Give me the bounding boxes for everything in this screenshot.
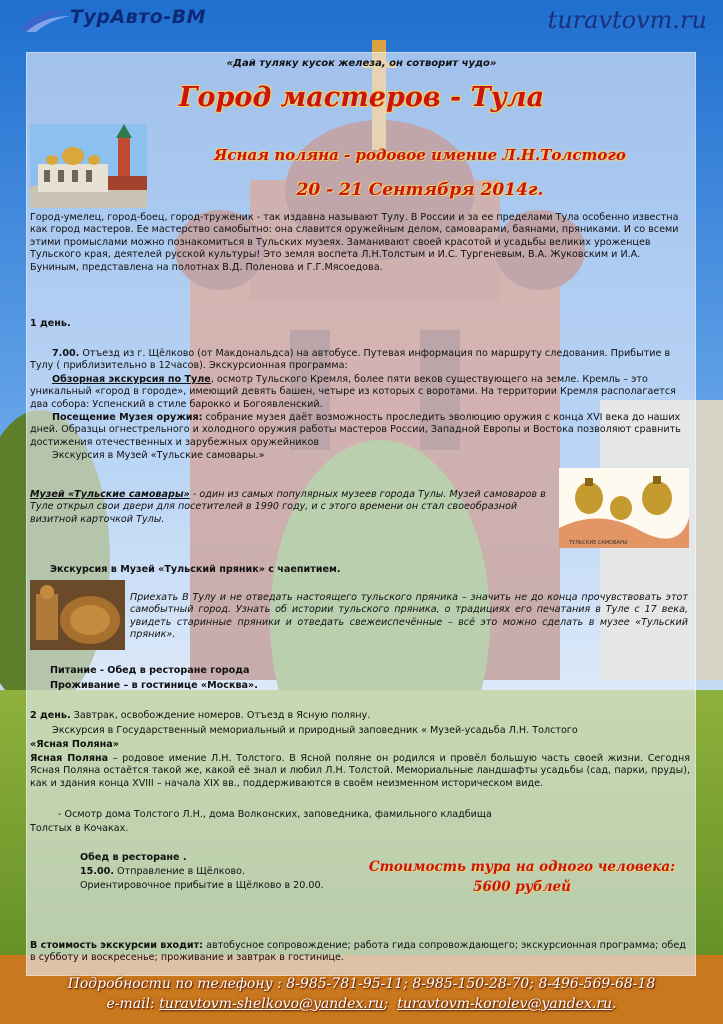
samovar-caption: ТУЛЬСКИЕ САМОВАРЫ [569, 540, 628, 546]
day1-heading: 1 день. [30, 318, 71, 329]
contact-phones: Подробности по телефону : 8-985-781-95-11; 8-985-150-28-70; 8-496-569-68-18 [67, 976, 656, 992]
includes-paragraph: В стоимость экскурсии входит: автобусное сопровождение; работа гида сопровождающего; экскурсионная программа; обед в субботу и воскресенье; проживание и завтрак в гостинице. [30, 940, 686, 964]
day2-return-time: 15.00. [80, 866, 114, 877]
weapons-museum-label: Посещение Музея оружия: [52, 412, 203, 423]
day1-departure: 7.00. Отъезд из г. Щёлково (от Макдональдса) на автобусе. Путевая информация по маршруту следования. Прибытие в Тулу ( приблизительно в 12часов). Экскурсионная программа: [30, 348, 671, 372]
day2-excursion: Экскурсия в Государственный мемориальный и природный заповедник « Музей-усадьба Л.Н. Толстого [52, 725, 578, 736]
samovar-museum-label: Музей «Тульские самовары» [30, 489, 190, 500]
page-title: Город мастеров - Тула [178, 82, 545, 113]
email-korolev-link[interactable]: turavtovm-korolev@yandex.ru [397, 996, 613, 1012]
day1-tour: Обзорная экскурсия по Туле, осмотр Тульского Кремля, более пяти веков существующего на земле. Кремль – это уникальный «город в городе», имеющий девять башен, четыре из которых с воротами. На территории Кремля располагается два собора: Успенский в стиле барокко и Богоявленский. [30, 374, 676, 410]
intro-paragraph: Город-умелец, город-боец, город-труженик - так издавна называют Тулу. В России и за ее пределами Тула особенно известна как город мастеров. Ее мастерство самобытно: она славится оружейным делом, самоварами, баянами, пряниками. И со всеми этими промыслами можно познакомиться в Тульских музеях. Заманивают своей красотой и усадьбы великих уроженцев Тульского края, деятелей русской культуры! Это земля воспета Л.Н.Толстым и И.С. Тургеневым, В.А. Жуковским и И.А. Буниным, представлена на полотнах В.Д. Поленова и Г.Г.Мясоедова. [30, 212, 679, 273]
kremlin-photo [30, 124, 147, 208]
yasnaya-polyana-title: «Ясная Поляна» [30, 739, 119, 750]
epigraph-quote: «Дай туляку кусок железа, он сотворит чудо» [226, 58, 497, 69]
yasnaya-polyana-description: Ясная Поляна – родовое имение Л.Н. Толстого. В Ясной поляне он родился и провёл большую часть своей жизни. Сегодня Ясная Поляна остаётся такой же, какой её знал и любил Л.Н. Толстой. Мемориальные ландшафты усадьбы (сад, парки, пруды), как и здания конца XVIII – начала XIX вв., поддерживаются в своём неизменном историческом виде. [30, 753, 690, 789]
day2-lunch: Обед в ресторане . [80, 852, 187, 863]
price-label: Стоимость тура на одного человека: [368, 859, 676, 875]
day2-inspection-1: - Осмотр дома Толстого Л.Н., дома Волконских, заповедника, фамильного кладбища [58, 809, 492, 820]
gingerbread-photo [30, 580, 125, 650]
day2-heading: 2 день. [30, 710, 71, 721]
email-shelkovo-link[interactable]: turavtovm-shelkovo@yandex.ru [159, 996, 384, 1012]
tour-dates: 20 - 21 Сентября 2014г. [296, 180, 544, 200]
price-block [352, 857, 692, 897]
day2-arrival: Ориентировочное прибытие в Щёлково в 20.00. [80, 880, 324, 891]
day1-weapons: Посещение Музея оружия: собрание музея даёт возможность проследить эволюцию оружия с конца XVI века до наших дней. Образцы огнестрельного и холодного оружия работы мастеров России, Западной Европы и Востока позволяют сравнить достижения отечественных и зарубежных оружейников [30, 412, 681, 448]
subtitle: Ясная поляна - родовое имение Л.Н.Толстого [214, 146, 626, 164]
includes-label: В стоимость экскурсии входит: [30, 940, 204, 951]
pryanik-description: Приехать В Тулу и не отведать настоящего тульского пряника – значить не до конца прочувствовать этот самобытный город. Узнать об истории тульского пряника, о традициях его печатания в Туле с 17 века, увидеть старинные пряники и отведать свежеиспечённые – всё это можно сделать в музее «Тульский пряник». [130, 592, 688, 641]
day1-meal: Питание - Обед в ресторане города [50, 665, 250, 676]
site-url[interactable]: turavtovm.ru [547, 6, 707, 34]
city-tour-label: Обзорная экскурсия по Туле [52, 374, 211, 385]
yasnaya-polyana-label: Ясная Поляна [30, 753, 109, 764]
samovar-photo [559, 468, 689, 548]
day1-samovar-excursion: Экскурсия в Музей «Тульские самовары.» [52, 450, 265, 461]
logo-text: ТурАвто-ВМ [70, 6, 207, 28]
day1-time: 7.00. [52, 348, 80, 359]
pryanik-heading: Экскурсия в Музей «Тульский пряник» с чаепитием. [50, 564, 341, 575]
day2-inspection-2: Толстых в Кочаках. [30, 823, 129, 834]
day2-morning: 2 день. Завтрак, освобождение номеров. Отъезд в Ясную поляну. [30, 710, 371, 721]
contact-emails: e-mail: turavtovm-shelkovo@yandex.ru; turavtovm-korolev@yandex.ru. [106, 996, 617, 1012]
logo-swoosh-icon [18, 6, 74, 34]
samovar-museum-description: Музей «Тульские самовары» - один из самых популярных музеев города Тулы. Музей самоваров в Туле открыл свои двери для посетителей в 1990 году, и с этого времени он стал своеобразной визитной карточкой Тулы. [30, 489, 546, 525]
price-value: 5600 рублей [473, 879, 571, 895]
day2-return: 15.00. Отправление в Щёлково. [80, 866, 246, 877]
day1-lodging: Проживание – в гостинице «Москва». [50, 680, 258, 691]
